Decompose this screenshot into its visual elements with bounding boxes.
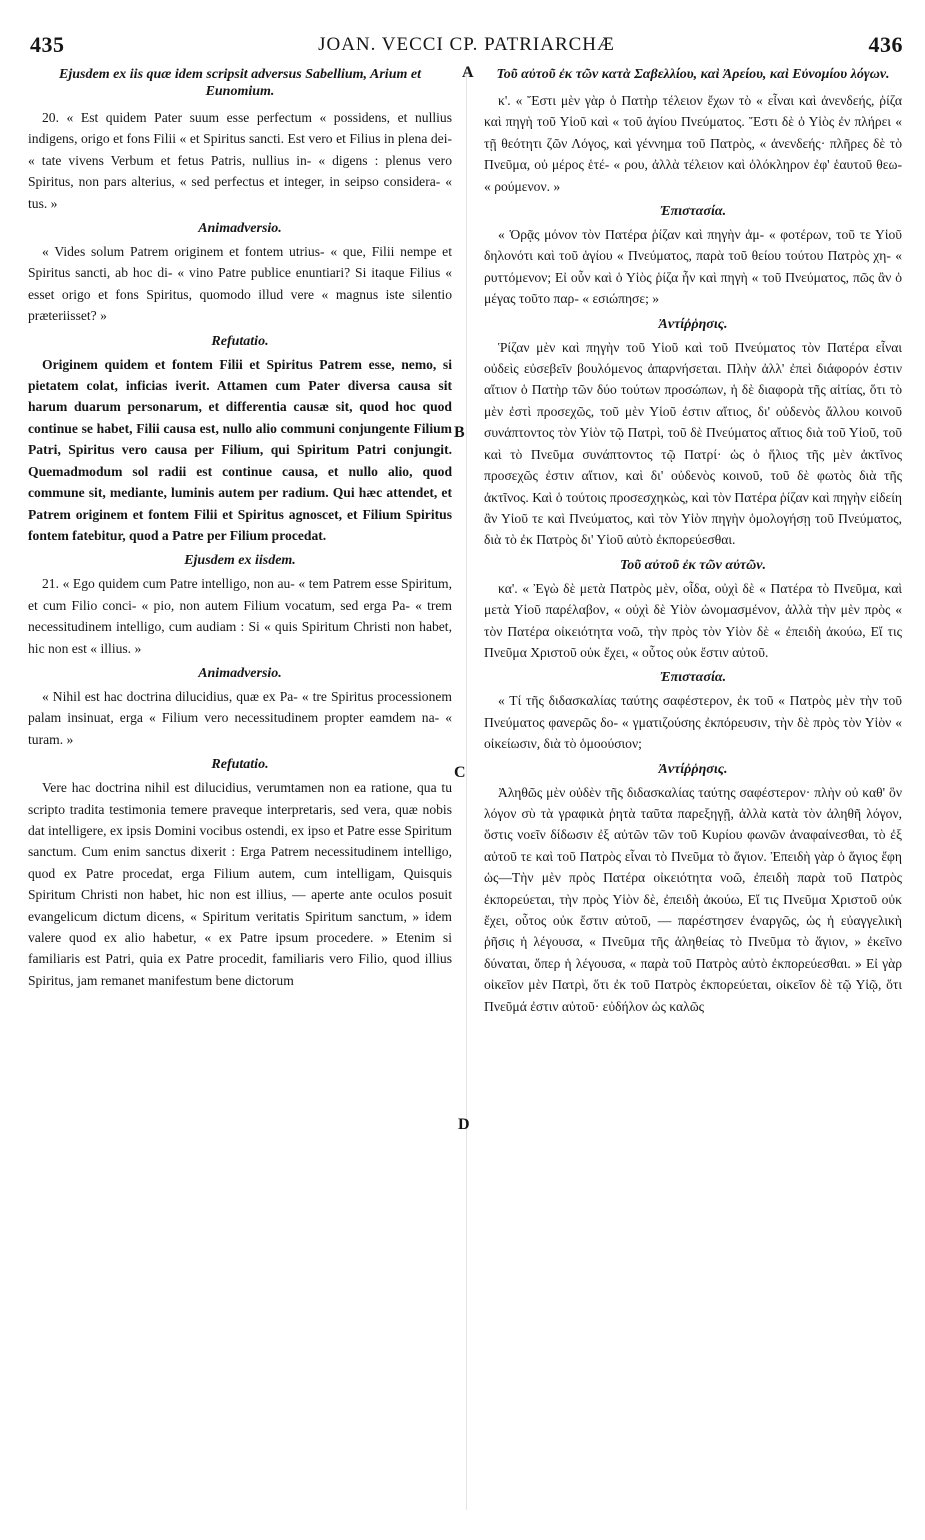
greek-epistasia-text: « Ὁρᾷς μόνον τὸν Πατέρα ῥίζαν καὶ πηγὴν ἀμ- « φοτέρων, τοῦ τε Υἱοῦ δηλονότι καὶ τοῦ ἁγίου « Πνεύματος, παρὰ τοῦ θείου τούτου Πατρὸς χη- « ρυττόμενον; Εἰ οὖν καὶ ὁ Υἱὸς ῥίζα ἦν καὶ πηγὴ « τοῦ Πνεύματος, πῶς ἂν ὁ μέγας τοῦτο παρ- « εσιώπησε; »	[484, 227, 902, 307]
greek-text-21: κα'. « Ἐγὼ δὲ μετὰ Πατρὸς μὲν, οἶδα, οὐχὶ δὲ « Πατέρα τὸ Πνεῦμα, καὶ μετὰ Υἱοῦ παρέλαβον, « οὐχὶ δὲ Υἱὸν ὠνομασμένον, ἀλλὰ τὴν μὲν πρὸς « τὸν Πατέρα οἰκειότητα νοῶ, τὴν πρὸς τὸν Υἱὸν δὲ « ἐπειδὴ ἀκούω, Εἴ τις Πνεῦμα Χριστοῦ οὐκ ἔχει, « οὗτος οὐκ ἔστιν αὐτοῦ.	[484, 580, 902, 660]
margin-letter-b: B	[454, 424, 465, 441]
latin-animadversio-text: « Vides solum Patrem originem et fontem utrius- « que, Filii nempe et Spiritus sancti, ab hoc di- « vino Patre publice enuntiari? Si itaque Filius « esset origo et fons Spiritus, quomodo illud vere « magnus iste silentio præteriisset? »	[28, 244, 452, 324]
latin-animadversio-2-label: Animadversio.	[198, 665, 282, 681]
greek-antirrhesis-label: Ἀντίῤῥησις.	[658, 316, 728, 332]
column-gutter	[466, 70, 467, 1510]
greek-antirrhesis-text: Ῥίζαν μὲν καὶ πηγὴν τοῦ Υἱοῦ καὶ τοῦ Πνεύματος τὸν Πατέρα εἶναι οὐδεὶς εὐσεβεῖν βουλόμενος ἀπαρνήσεται. Πλὴν ἀλλ' ἐπεὶ διάφορόν ἐστιν αἴτιον ὁ Πατὴρ τῶν δύο τούτων προσώπων, ἡ δὲ διαφορὰ τῆς αἰτίας, ὅτι τὸ μὲν ἐστὶ προσεχῶς, τοῦ μὲν Υἱοῦ ἐστιν αἴτιος, δι' οὐδενὸς ἄλλου κοινοῦ συνάπτοντος τὸν Υἱὸν τῷ Πατρὶ, τοῦ δὲ Πνεύματος αἴτιος διὰ τοῦ Υἱοῦ, τοῦ καὶ τὸ Πνεῦμα συνάπτοντος τῷ Πατρί· ὡς ὁ ἥλιος τῆς μὲν ἀκτῖνος προσεχῶς ἐστιν αἴτιον, καὶ δι' οὐδενὸς κοινοῦ, τοῦ δὲ φωτὸς διὰ τῆς ἀκτῖνος. Καὶ ὁ τούτοις προσεσχηκὼς, καὶ τὸν Πατέρα ῥίζαν καὶ πηγὴν εἰδείη ἂν Υἱοῦ τε καὶ Πνεύματος, καὶ τὸν Υἱὸν πηγὴν ὁμολογήσῃ τοῦ Πνεύματος, διὰ τὸ ἐκ Πατρὸς δι' Υἱοῦ αὐτὸ ἐκπορεύεσθαι.	[484, 339, 902, 548]
latin-column-heading: Ejusdem ex iis quæ idem scripsit adversus Sabellium, Arium et Eunomium.	[59, 67, 421, 99]
latin-text-21: 21. « Ego quidem cum Patre intelligo, non au- « tem Patrem esse Spiritum, et cum Filio conci- « pio, non autem Filium vocatum, sed erga Pa- « trem necessitudinem intelligo, cum audiam : Si « quis Spiritum Christi non habet, hic non est « illius. »	[28, 576, 452, 656]
page-number-left: 435	[30, 32, 65, 57]
margin-letter-a: A	[462, 64, 474, 81]
latin-animadversio-2-text: « Nihil est hac doctrina dilucidius, quæ ex Pa- « tre Spiritus processionem palam insinuat, erga « Filium vero necessitudinem propter eamdem na- « turam. »	[28, 688, 452, 747]
latin-ejusdem-label: Ejusdem ex iisdem.	[184, 553, 296, 569]
greek-column	[484, 64, 902, 1540]
latin-refutatio-2-label: Refutatio.	[211, 757, 269, 773]
latin-refutatio-label: Refutatio.	[211, 333, 269, 349]
latin-column	[28, 64, 452, 1540]
greek-antirrhesis-2-label: Ἀντίῤῥησις.	[658, 761, 728, 777]
page-number-right: 436	[868, 32, 903, 57]
margin-letter-c: C	[454, 764, 466, 781]
latin-animadversio-label: Animadversio.	[198, 221, 282, 237]
greek-epistasia-2-text: « Τί τῆς διδασκαλίας ταύτης σαφέστερον, ἐκ τοῦ « Πατρὸς μὲν τὴν τοῦ Πνεύματος φανερῶς δο- « γματιζούσης ἐκπόρευσιν, τὴν δὲ πρὸς τὸν Υἱὸν « οἰκείωσιν, διὰ τὸ ὁμοούσιον;	[484, 693, 902, 752]
running-title: JOAN. VECCI CP. PATRIARCHÆ	[318, 34, 615, 55]
greek-epistasia-2-label: Ἐπιστασία.	[659, 670, 727, 686]
latin-refutatio-2-text: Vere hac doctrina nihil est dilucidius, verumtamen non ea ratione, qua tu scripto tradita testimonia temere praveque interpretaris, sed vera, quæ nobis dat intelligere, ex ipsis Domini vocibus ostendi, ex ipso et Patre esse Spiritum sanctum. Cum enim sanctus dixerit : Erga Patrem necessitudinem intelligo, quod ex Patre procedat, erga Filium autem, cum intelligam, Quisquis Spiritum Christi non habet, hic non est illius, — aperte ante oculos posuit evangelicum dictum dicens, « Spiritum veritatis Spiritum sanctum, » idem valere quod ex alio habetur, « ex Patre ipsum procedere. » Etenim si familiaris est Patri, quia ex Patre procedit, familiaris vero Filio, quod illius Spiritus, jam remanet manifestum bene dictorum	[28, 780, 452, 988]
latin-refutatio-text: Originem quidem et fontem Filii et Spiritus Patrem esse, nemo, si pietatem colat, inficias iverit. Attamen cum Pater diversa causa sit harum duarum personarum, et differentia causæ sit, quod hoc quod continue se habet, Filii causa est, nullo alio communi conjungente Filium Patri, Spiritus vero causa per Filium, qui Spiritum Patri conjungit. Quemadmodum sol radii est continue causa, et nullo alio, quod commune sit, mediante, luminis autem per radium. Qui hæc attendet, et Patrem originem et fontem Filii et Spiritus agnoscet, et Filium Spiritus fontem fatebitur, quod a Patre per Filium procedat.	[28, 356, 452, 543]
greek-column-heading: Τοῦ αὐτοῦ ἐκ τῶν κατὰ Σαβελλίου, καὶ Ἀρείου, καὶ Εὐνομίου λόγων.	[496, 67, 890, 82]
greek-text-20: κ'. « Ἔστι μὲν γὰρ ὁ Πατὴρ τέλειον ἔχων τὸ « εἶναι καὶ ἀνενδεής, ῥίζα καὶ πηγὴ τοῦ Υἱοῦ καὶ « τοῦ ἁγίου Πνεύματος. Ἔστι δὲ ὁ Υἱὸς ἐν πλήρει « τῇ θεότητι ζῶν Λόγος, καὶ γέννημα τοῦ Πατρὸς, « ἀνενδεής· πλῆρες δὲ τὸ Πνεῦμα, οὐ μέρος ἑτέ- « ρου, ἀλλὰ τέλειον καὶ ὁλόκληρον ἐφ' ἑαυτοῦ θεω- « ρούμενον. »	[484, 93, 902, 194]
margin-letter-d: D	[458, 1116, 470, 1133]
greek-antirrhesis-2-text: Ἀληθῶς μὲν οὐδὲν τῆς διδασκαλίας ταύτης σαφέστερον· πλὴν οὐ καθ' ὃν λόγον σὺ τὰ γραφικὰ ῥητὰ ταῦτα παρεξηγῇ, ἀλλὰ κατὰ τὸν ἀληθῆ λόγον, ὅστις νοεῖν δίδωσιν ἐξ αὐτῶν τῶν τοῦ Κυρίου φωνῶν ἀναφαίνεσθαι, τὸ ἐξ αὐτοῦ τε καὶ τοῦ Πατρὸς εἶναι τὸ Πνεῦμα τὸ ἅγιον. Ἐπειδὴ γὰρ ὁ ἅγιος ἔφη ὡς—Τὴν μὲν πρὸς Πατέρα οἰκειότητα νοῶ, ἐπειδὴ παρὰ τοῦ Πατρὸς ἐκπορεύεται, τὴν πρὸς Υἱὸν δὲ, ἐπειδὴ ἀκούω, Εἴ τις Πνεῦμα Χριστοῦ οὐκ ἔχει, οὗτος οὐκ ἔστιν αὐτοῦ, — παρέστησεν ἐναργῶς, ὡς ἡ εὐαγγελικὴ ῥῆσις ἡ λέγουσα, « Πνεῦμα τῆς ἀληθείας τὸ Πνεῦμα τὸ ἅγιον, » ἐκεῖνο δύναται, ὅπερ ἡ λέγουσα, « παρὰ τοῦ Πατρὸς αὐτὸ ἐκπορεύεσθαι. » Εἰ γὰρ οἰκεῖον μὲν Πατρὶ, ὅτι ἐκ τοῦ Πατρὸς ἐκπορεύεται, οἰκεῖον δὲ τῷ Υἱῷ, ὅτι Πνεῦμά ἐστιν αὐτοῦ· εὐδήλον ὡς καλῶς	[484, 784, 902, 1014]
greek-epistasia-label: Ἐπιστασία.	[659, 204, 727, 220]
running-header	[30, 32, 903, 62]
latin-text-20: 20. « Est quidem Pater suum esse perfectum « possidens, et nullius indigens, origo et fons Filii « et Spiritus sancti. Est vero et Filius in plena dei- « tate vivens Verbum et fetus Patris, nullius in- « digens : plenus vero Spiritus, non pars alterius, « sed perfectus et integer, in seipso considera- « tus. »	[28, 110, 452, 211]
greek-ejusdem-label: Τοῦ αὐτοῦ ἐκ τῶν αὐτῶν.	[620, 557, 766, 573]
